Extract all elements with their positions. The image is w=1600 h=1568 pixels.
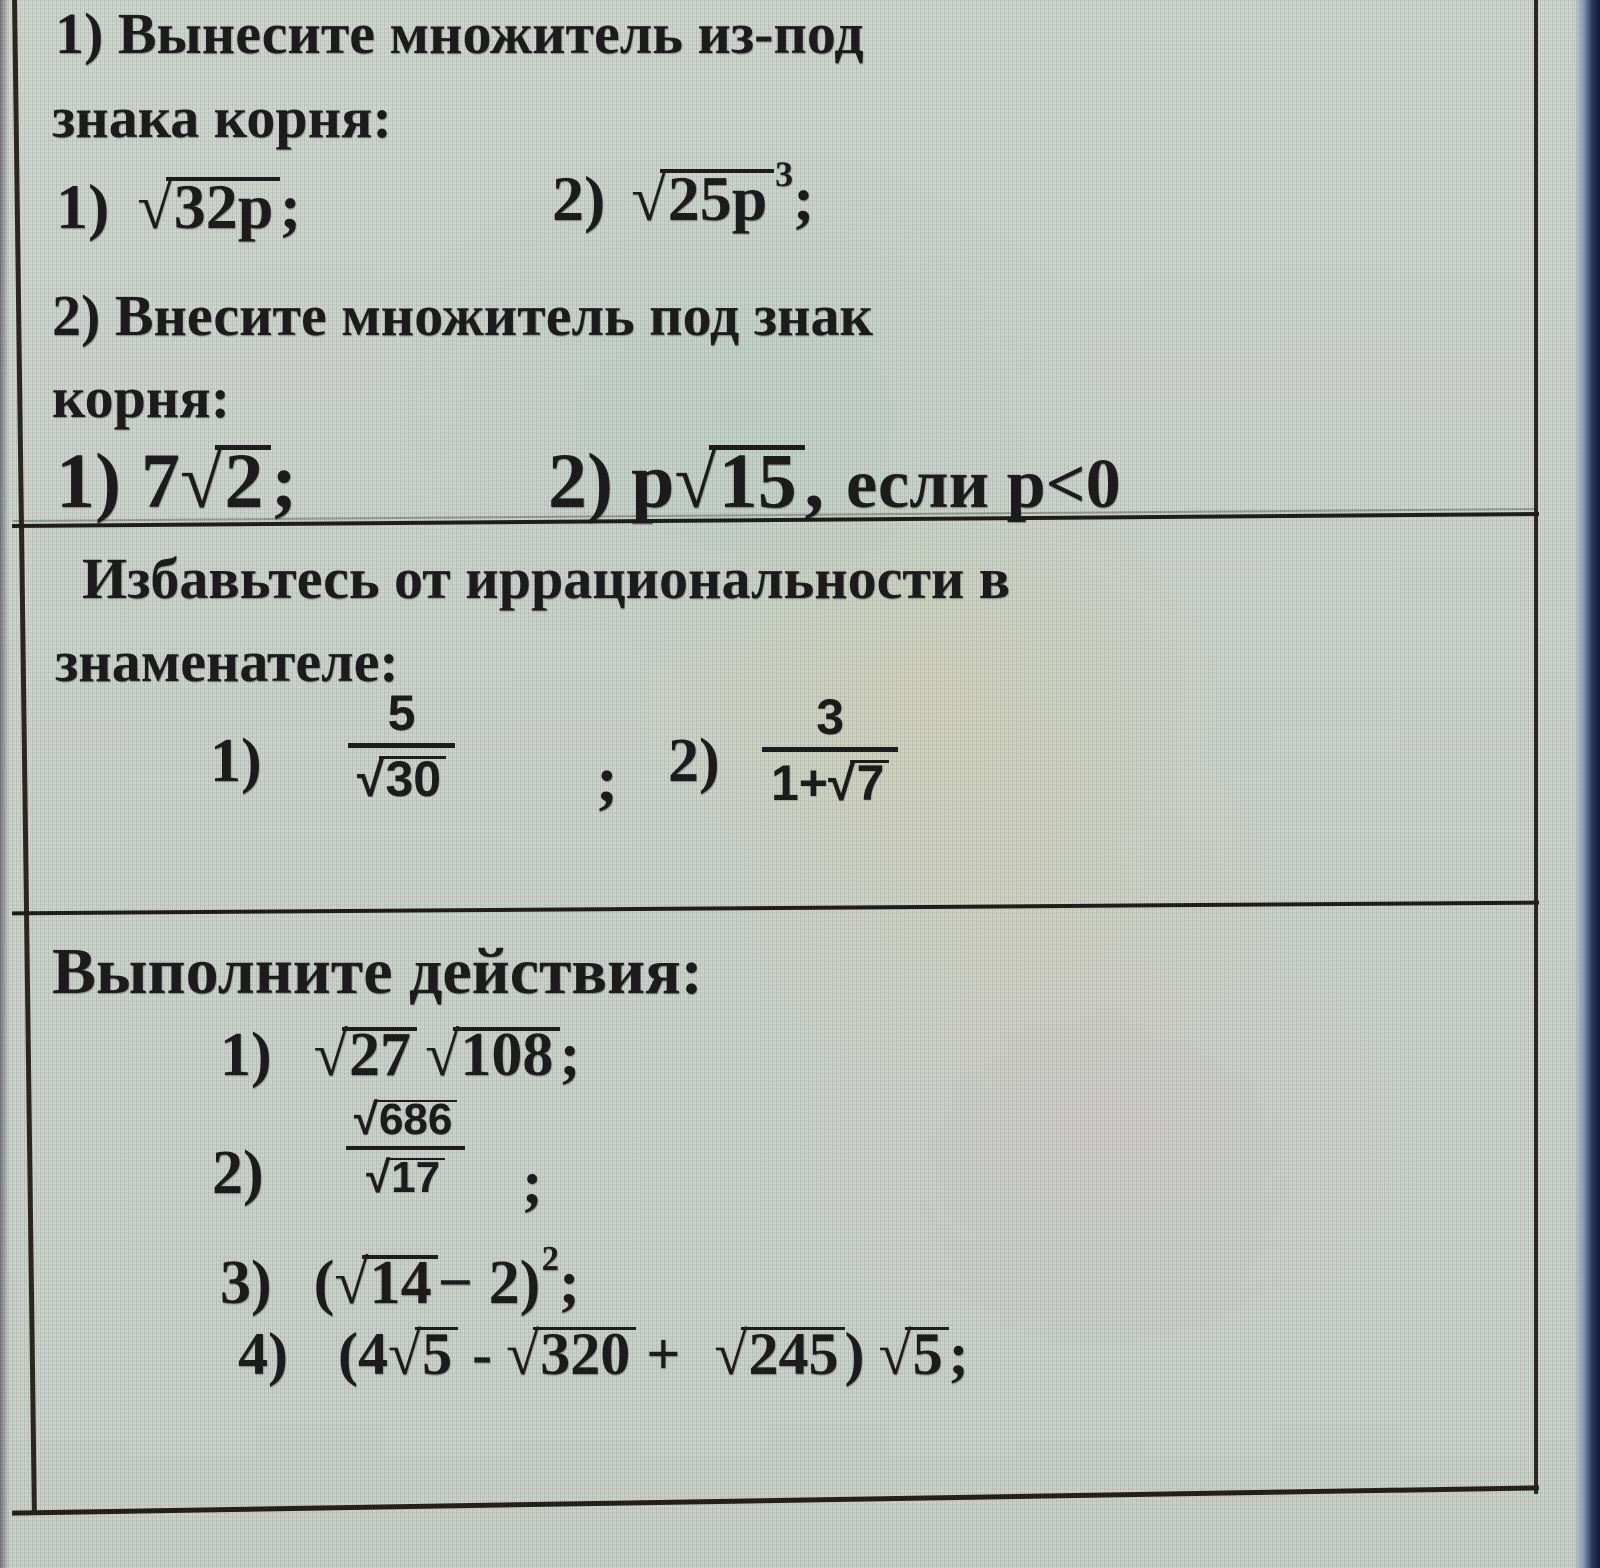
radical-sign: √ (714, 1321, 748, 1387)
sqrt-expression (357, 750, 446, 807)
punctuation: ; (559, 1249, 580, 1317)
exponent: 3 (775, 153, 794, 194)
radical-sign: √ (334, 1249, 369, 1317)
action-4 (238, 1320, 969, 1389)
sqrt-expression (425, 1021, 559, 1089)
radical-sign: √ (313, 1021, 348, 1089)
sqrt-expression (828, 754, 889, 811)
fraction-2-label (668, 726, 720, 797)
spacer (636, 1373, 646, 1374)
radicand: 17 (386, 1158, 445, 1195)
punctuation: , (804, 437, 825, 524)
spacer (492, 1373, 506, 1374)
radicand: 108 (453, 1027, 560, 1081)
coefficient: p (630, 437, 675, 524)
radical-sign: √ (137, 171, 173, 242)
radicand: 686 (374, 1100, 457, 1137)
radicand: 5 (415, 1327, 458, 1378)
radical-sign: √ (631, 163, 667, 234)
screen-right-bezel (1574, 0, 1600, 1568)
rationalize-heading-line2 (55, 628, 399, 695)
heading-text: корня: (52, 365, 231, 430)
task2-heading-line1 (52, 282, 873, 349)
sqrt-expression (387, 1321, 458, 1387)
fraction-5-over-sqrt30 (348, 685, 455, 807)
spacer (272, 1302, 314, 1303)
radical-sign: √ (366, 1152, 391, 1202)
coefficient: 7 (140, 437, 180, 524)
item-label: 2) (548, 437, 613, 524)
radicand: 320 (533, 1327, 636, 1378)
radicand: 2 (215, 445, 271, 512)
punctuation: ; (279, 171, 302, 242)
expression-tail: − 2) (437, 1249, 541, 1317)
punctuation: ; (793, 163, 815, 234)
spacer (680, 1373, 714, 1374)
fraction-numerator: 5 (387, 685, 416, 741)
radical-sign: √ (179, 437, 223, 524)
heading-text: Избавьтесь от иррациональности в (82, 546, 1011, 611)
radicand: 15 (709, 445, 804, 512)
sqrt-expression (334, 1249, 437, 1317)
item-label: 1) (210, 727, 262, 795)
task2-heading-line2 (52, 364, 230, 431)
item-label: 2) (668, 727, 720, 795)
spacer (458, 1373, 472, 1374)
action-1 (220, 1020, 580, 1091)
punctuation: ; (948, 1321, 969, 1387)
close-paren: ) (844, 1321, 865, 1387)
radical-sign: √ (506, 1321, 540, 1387)
action-2-label (212, 1138, 264, 1209)
sqrt-expression (631, 163, 773, 234)
photo-left-edge-shadow (0, 0, 9, 1568)
spacer (824, 506, 846, 507)
radicand: 7 (850, 760, 889, 803)
item-label: 2) (212, 1139, 264, 1207)
item-label: 2) (552, 163, 606, 234)
table-border-right (1534, 0, 1538, 1494)
radical-sign: √ (353, 1095, 379, 1144)
rationalize-heading-line1 (82, 545, 1010, 612)
table-border-bottom (12, 1485, 1539, 1515)
spacer (272, 1074, 314, 1075)
punctuation: ; (271, 437, 298, 524)
fraction-1-suffix (596, 742, 618, 818)
table-border-left (12, 0, 37, 1514)
spacer (121, 506, 141, 507)
action-2-suffix (522, 1148, 543, 1219)
radical-sign: √ (387, 1321, 421, 1387)
exercise-1-1 (56, 170, 301, 244)
fraction-denominator (762, 752, 898, 811)
item-label: 3) (220, 1249, 272, 1317)
heading-text: знака корня: (52, 85, 392, 150)
spacer (109, 227, 137, 228)
denominator-prefix: 1+ (771, 754, 829, 811)
item-label: 1) (56, 437, 121, 524)
spacer (613, 506, 631, 507)
sqrt-expression (506, 1321, 636, 1387)
heading-text: 2) Внесите множитель под знак (52, 283, 873, 348)
sqrt-expression (353, 1095, 457, 1144)
radical-sign: √ (674, 437, 718, 524)
plus-operator: + (646, 1321, 681, 1387)
radicand: 5 (905, 1327, 948, 1378)
item-label: 1) (56, 171, 110, 242)
punctuation: ; (522, 1149, 543, 1217)
task1-heading-line1 (55, 0, 864, 67)
sqrt-expression (714, 1321, 844, 1387)
sqrt-expression (878, 1321, 949, 1387)
radicand: 27 (342, 1027, 418, 1081)
fraction-numerator: 3 (816, 689, 845, 745)
spacer (605, 219, 631, 220)
open-paren-coefficient: (4 (337, 1321, 388, 1387)
radicand: 30 (379, 756, 446, 799)
sqrt-expression (137, 171, 279, 242)
task1-heading-line2 (52, 84, 392, 151)
radical-sign: √ (828, 754, 856, 811)
exercise-1-2 (552, 153, 815, 236)
radicand: 14 (362, 1255, 438, 1309)
fraction-numerator (346, 1095, 465, 1146)
fraction-sqrt686-over-sqrt17 (346, 1095, 465, 1202)
exponent: 2 (541, 1239, 559, 1279)
fraction-1-label (210, 726, 262, 797)
exercise-2-1 (56, 436, 297, 526)
item-label: 4) (238, 1321, 288, 1387)
minus-operator: - (472, 1321, 493, 1387)
radicand: 25p (660, 169, 774, 224)
sqrt-expression (313, 1021, 417, 1089)
exercise-2-2 (548, 436, 1121, 526)
actions-heading (52, 934, 703, 1010)
open-paren: ( (313, 1249, 335, 1317)
fraction-3-over-1plus-sqrt7 (762, 689, 898, 811)
sqrt-expression (366, 1152, 444, 1202)
heading-text: знаменателе: (55, 629, 399, 694)
row-separator-2 (12, 901, 1539, 916)
spacer (865, 1373, 879, 1374)
punctuation: ; (559, 1021, 581, 1089)
sqrt-expression (179, 437, 271, 524)
item-label: 1) (220, 1021, 272, 1089)
radicand: 32p (166, 177, 280, 232)
action-3 (220, 1239, 580, 1319)
radical-sign: √ (357, 750, 385, 807)
radical-sign: √ (878, 1321, 912, 1387)
radical-sign: √ (425, 1021, 460, 1089)
fraction-denominator (358, 1150, 452, 1202)
condition-text: если p<0 (846, 445, 1121, 523)
spacer (288, 1373, 338, 1374)
sqrt-expression (674, 437, 804, 524)
heading-text: Выполните действия: (52, 935, 703, 1008)
heading-text: 1) Вынесите множитель из-под (55, 1, 864, 66)
punctuation: ; (596, 743, 618, 816)
radicand: 245 (741, 1327, 844, 1378)
fraction-denominator (348, 748, 455, 807)
spacer (417, 1074, 425, 1075)
